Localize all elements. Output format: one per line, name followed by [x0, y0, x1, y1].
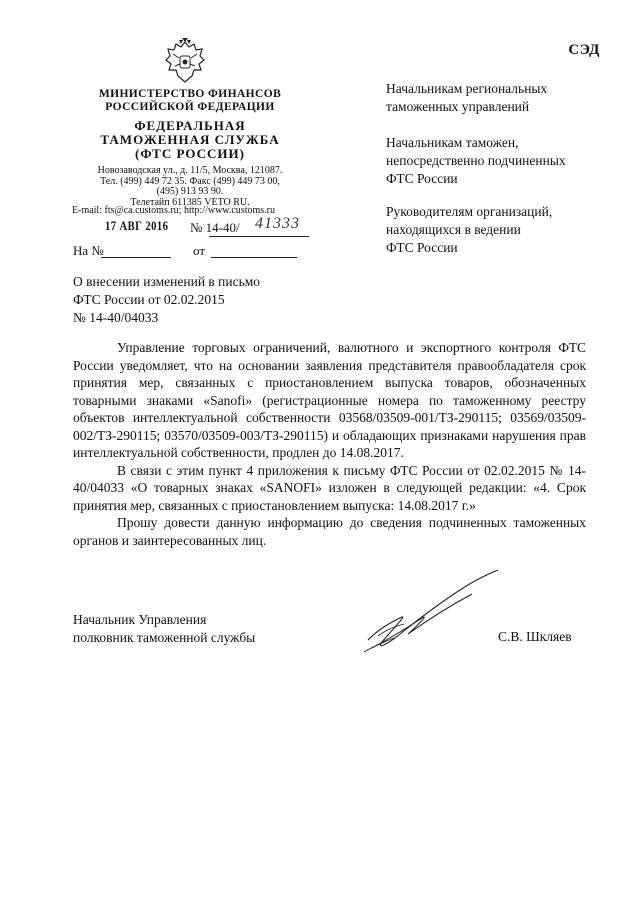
signatory-position — [73, 611, 255, 647]
recipient-line: находящихся в ведении — [386, 222, 521, 237]
coat-of-arms-icon — [163, 38, 207, 86]
registration-number-underline — [209, 236, 309, 237]
subject-line: ФТС России от 02.02.2015 — [73, 292, 225, 307]
signatory-name: С.В. Шкляев — [498, 629, 572, 644]
recipient-group — [386, 134, 606, 188]
recipient-group — [386, 80, 606, 116]
registration-date-stamp: 17 АВГ 2016 — [105, 219, 169, 233]
agency-line: (ФТС РОССИИ) — [135, 146, 245, 161]
ministry-name — [70, 88, 310, 114]
ministry-line: РОССИЙСКОЙ ФЕДЕРАЦИИ — [105, 101, 275, 113]
contact-line: Телетайп 611385 VETO RU. — [130, 196, 250, 208]
recipient-line: Руководителям организаций, — [386, 204, 553, 219]
sed-mark: СЭД — [568, 42, 600, 58]
ministry-line: МИНИСТЕРСТВО ФИНАНСОВ — [98, 88, 282, 100]
reference-label: На № — [73, 243, 104, 258]
body-paragraph: В связи с этим пункт 4 приложения к письму ФТС России от 02.02.2015 № 14-40/04033 «О товарных знаках «SANOFI» изложен в следующей редакции: «4. Срок принятия мер, связанных с приостановлением выпуска: 14.08.2017 г.» — [73, 462, 586, 513]
subject-line: О внесении изменений в письмо — [73, 274, 261, 289]
recipient-group — [386, 203, 606, 257]
body-paragraph: Прошу довести данную информацию до сведения подчиненных таможенных органов и заинтересованных лиц. — [73, 515, 586, 548]
registration-number-prefix: № 14-40/ — [190, 220, 240, 235]
from-underline — [211, 257, 297, 258]
letter-subject — [73, 273, 260, 327]
agency-line: ТАМОЖЕННАЯ СЛУЖБА — [100, 132, 280, 147]
handwritten-signature — [360, 568, 505, 658]
recipient-line: непосредственно подчиненных — [386, 153, 566, 168]
agency-line: ФЕДЕРАЛЬНАЯ — [134, 118, 246, 133]
recipient-line: Начальникам региональных — [386, 81, 548, 96]
reference-underline — [101, 257, 171, 258]
contact-line: (495) 913 93 90. — [156, 186, 224, 197]
subject-line: № 14-40/04033 — [73, 310, 159, 325]
position-line: Начальник Управления — [73, 612, 207, 627]
contact-line: Новозаводская ул., д. 11/5, Москва, 121087. — [97, 165, 283, 176]
registration-number-handwritten: 41333 — [255, 215, 300, 232]
position-line: полковник таможенной службы — [73, 630, 256, 645]
recipient-line: ФТС России — [386, 240, 458, 255]
body-paragraph: Управление торговых ограничений, валютного и экспортного контроля ФТС России уведомляет, что на основании заявления представителя правообладателя срок принятия мер, связанных с приостановлением выпуска товаров, обозначенных товарными знаками «Sanofi» (регистрационные номера по таможенному реестру объектов интеллектуальной собственности 03568/03509-001/ТЗ-290115; 03569/03509-002/ТЗ-290115; 03570/03509-003/ТЗ-290115) и обладающих признаками нарушения прав интеллектуальной собственности, продлен до 14.08.2017. — [73, 340, 586, 460]
recipient-line: Начальникам таможен, — [386, 135, 519, 150]
letter-body — [73, 339, 586, 549]
email-line: E-mail: fts@ca.customs.ru; http://www.customs.ru — [72, 205, 275, 216]
contact-line: Тел. (499) 449 72 35. Факс (499) 449 73 00, — [100, 175, 280, 187]
recipient-line: таможенных управлений — [386, 99, 530, 114]
registration-block — [73, 217, 313, 257]
agency-contacts — [70, 166, 310, 208]
agency-name — [70, 119, 310, 161]
from-label: от — [193, 243, 206, 258]
recipient-line: ФТС России — [386, 171, 458, 186]
